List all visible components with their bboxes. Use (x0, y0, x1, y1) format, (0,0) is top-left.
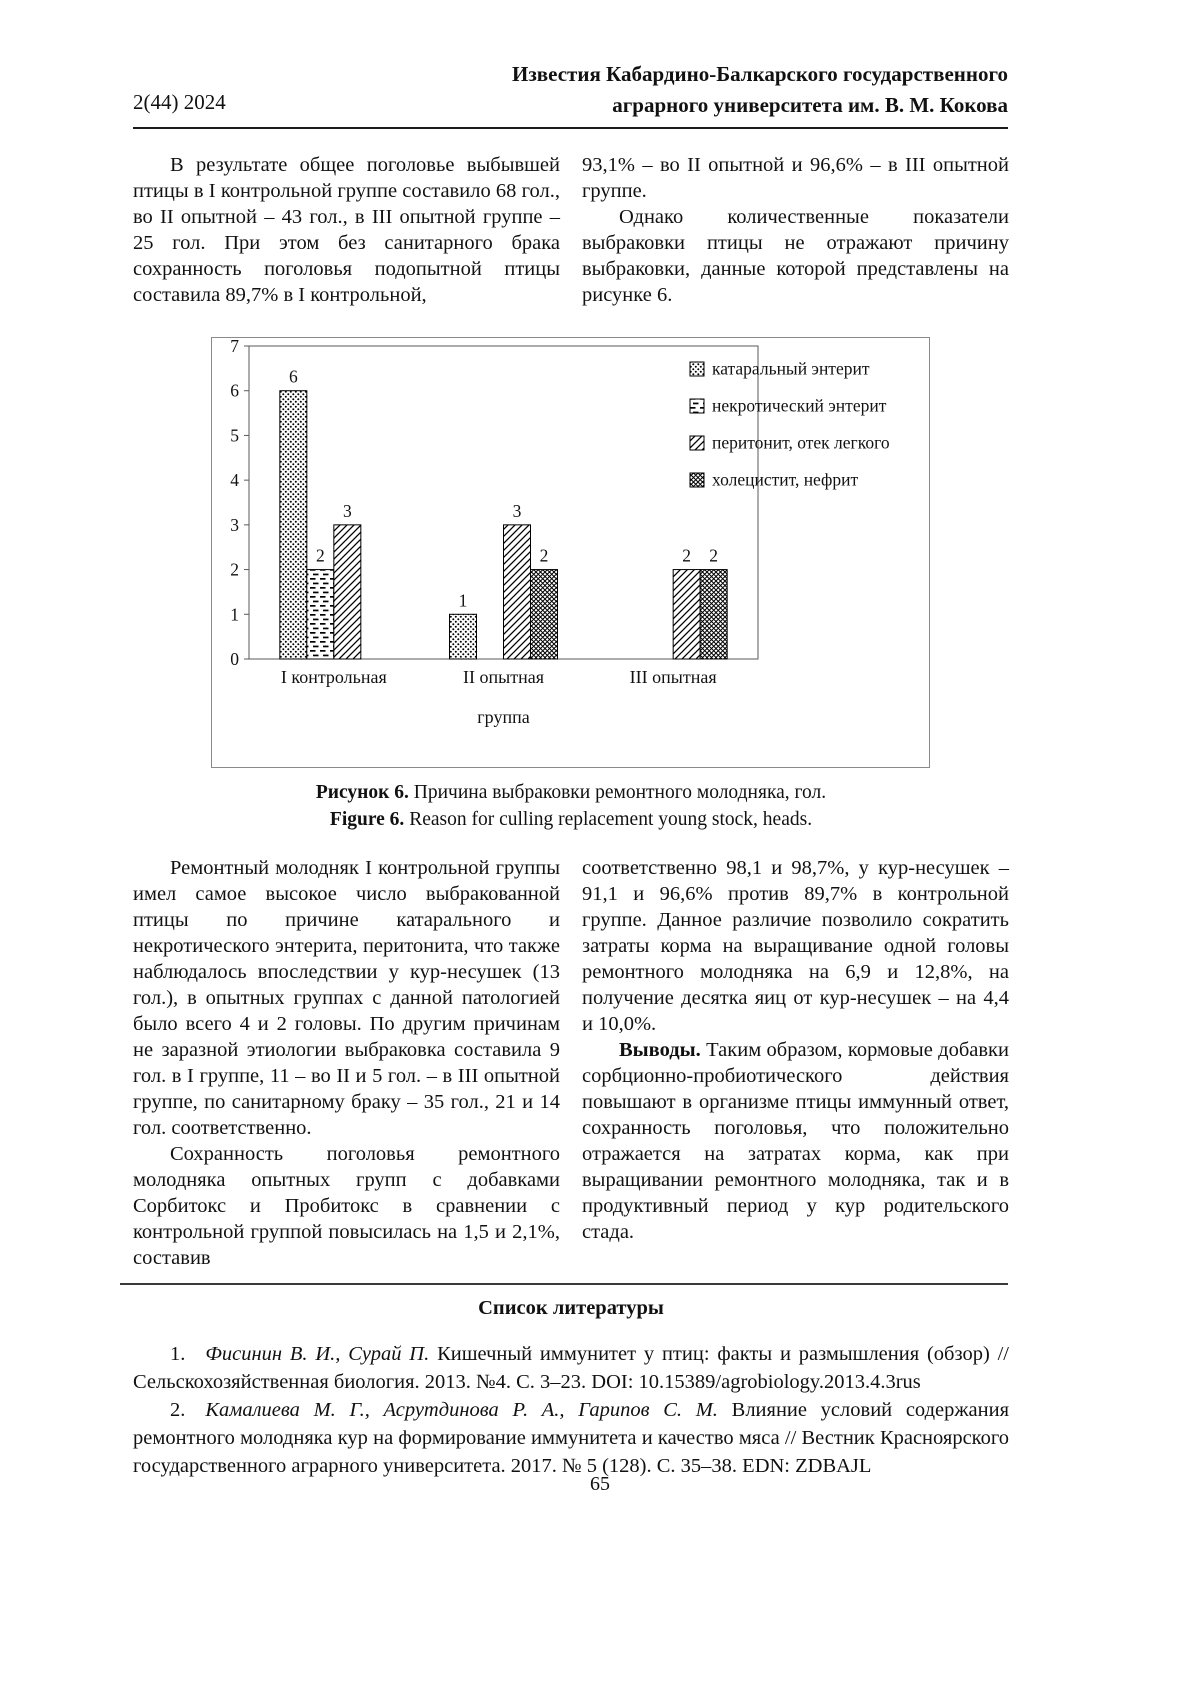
reference-item (133, 1396, 1009, 1480)
paragraph: Однако количественные показатели выбраковки птицы не отражают причину выбраковки, данные которой представлены на рисунке 6. (582, 206, 1009, 306)
legend-marker (690, 473, 704, 487)
figure-caption (133, 779, 1009, 833)
figure6-bar-chart (212, 338, 929, 767)
x-category-label: I контрольная (280, 667, 387, 687)
bar-value-label: 3 (512, 500, 522, 521)
figure6-chart-frame (211, 337, 930, 768)
legend-label: некротический энтерит (712, 395, 887, 416)
reference-item (133, 1340, 1009, 1396)
x-axis-title: группа (477, 707, 530, 727)
conclusions-text: Таким образом, кормовые добавки сорбционно-пробиотического действия повышают в организме птицы иммунный ответ, сохранность поголовья, что положительно отражается на затратах корма, как при выращивании ремонтного молодняка, так и в продуктивный период у кур родительского стада. (582, 1039, 1009, 1243)
references-list (133, 1340, 1009, 1480)
legend-marker (690, 436, 704, 450)
reference-text: Влияние условий содержания ремонтного молодняка кур на формирование иммунитета и качество мяса // Вестник Красноярского государственного аграрного университета. 2017. № 5 (128). С. 35–38. EDN: ZDBAJL (133, 1399, 1009, 1477)
y-tick-label: 6 (230, 380, 239, 401)
x-category-label: II опытная (463, 667, 544, 687)
reference-authors: Фисинин В. И., Сурай П. (205, 1343, 430, 1365)
bar (700, 570, 727, 659)
bar-value-label: 3 (342, 500, 352, 521)
intro-right-column (582, 152, 1009, 308)
y-tick-label: 0 (230, 649, 239, 669)
body-left-column (133, 855, 560, 1271)
legend-label: катаральный энтерит (712, 358, 870, 379)
figure-caption-ru-text: Причина выбраковки ремонтного молодняка, гол. (413, 782, 827, 803)
paragraph: В результате общее поголовье выбывшей птицы в I контрольной группе составило 68 гол., во II опытной – 43 гол., в III опытной группе – 25 гол. При этом без санитарного брака сохранность поголовья подопытной птицы составила 89,7% в I контрольной, (133, 154, 560, 306)
bar (450, 614, 477, 659)
bar (334, 525, 361, 659)
conclusions-lead: Выводы. (619, 1039, 701, 1061)
reference-number: 1. (170, 1343, 186, 1365)
reference-text: Кишечный иммунитет у птиц: факты и размышления (обзор) // Сельскохозяйственная биология. 2013. №4. С. 3–23. DOI: 10.15389/agrobiology.2013.4.3rus (133, 1343, 1009, 1393)
issue-number: 2(44) 2024 (133, 90, 226, 114)
paragraph: Ремонтный молодняк I контрольной группы имел самое высокое число выбракованной птицы по причине катарального и некротического энтерита, перитонита, что также наблюдалось впоследствии у кур-несушек (13 гол.), в опытных группах с данной патологией было всего 4 и 2 головы. По другим причинам не заразной этиологии выбраковка составила 9 гол. в I группе, 11 – во II и 5 гол. – в III опытной группе, по санитарному браку – 35 гол., 21 и 14 гол. соответственно. (133, 857, 560, 1139)
bar-value-label: 2 (315, 545, 325, 566)
bar (280, 391, 307, 659)
y-tick-label: 7 (230, 338, 239, 356)
page-number: 65 (590, 1473, 610, 1495)
paragraph: соответственно 98,1 и 98,7%, у кур-несушек – 91,1 и 96,6% против 89,7% в контрольной группе. Данное различие позволило сократить затраты корма на выращивание одной головы ремонтного молодняка на 6,9 и 12,8%, на получение десятка яиц от кур-несушек – на 4,4 и 10,0%. (582, 857, 1009, 1035)
bar-value-label: 2 (539, 545, 549, 566)
reference-number: 2. (170, 1399, 186, 1421)
figure-caption-en-text: Reason for culling replacement young stock, heads. (409, 809, 813, 830)
bar (307, 570, 334, 659)
legend-marker (690, 362, 704, 376)
figure-caption-en (133, 806, 1009, 833)
figure-caption-ru (133, 779, 1009, 806)
bar-value-label: 2 (682, 545, 692, 566)
journal-title-line2: аграрного университета им. В. М. Кокова (612, 93, 1008, 117)
intro-left-column (133, 152, 560, 308)
intro-text-block (133, 152, 1009, 308)
legend-label: перитонит, отек легкого (712, 432, 890, 453)
journal-title-line1: Известия Кабардино-Балкарского государственного (512, 62, 1008, 86)
references-heading: Список литературы (478, 1297, 664, 1319)
references-divider (120, 1283, 1008, 1285)
x-category-label: III опытная (629, 667, 717, 687)
bar-value-label: 2 (709, 545, 719, 566)
paragraph: 93,1% – во II опытной и 96,6% – в III опытной группе. (582, 154, 1009, 202)
y-tick-label: 2 (230, 559, 239, 580)
figure-caption-en-label: Figure 6. (329, 809, 405, 830)
y-tick-label: 4 (230, 470, 239, 491)
bar (673, 570, 700, 659)
y-tick-label: 3 (230, 514, 239, 535)
body-right-column (582, 855, 1009, 1271)
y-tick-label: 5 (230, 425, 239, 446)
bar (504, 525, 531, 659)
reference-authors: Камалиева М. Г., Асрутдинова Р. А., Гарипов С. М. (205, 1399, 718, 1421)
figure-caption-ru-label: Рисунок 6. (315, 782, 409, 803)
header-divider (133, 127, 1008, 129)
legend-label: холецистит, нефрит (712, 469, 859, 490)
y-tick-label: 1 (230, 604, 239, 625)
paragraph-conclusions (582, 1037, 1009, 1245)
journal-title (300, 59, 1008, 121)
legend-marker (690, 399, 704, 413)
bar (531, 570, 558, 659)
bar-value-label: 6 (288, 366, 298, 387)
body-text-block (133, 855, 1009, 1271)
bar-value-label: 1 (458, 590, 468, 611)
paragraph: Сохранность поголовья ремонтного молодняка опытных групп с добавками Сорбитокс и Пробитокс в сравнении с контрольной группой повысилась на 1,5 и 2,1%, составив (133, 1143, 560, 1269)
